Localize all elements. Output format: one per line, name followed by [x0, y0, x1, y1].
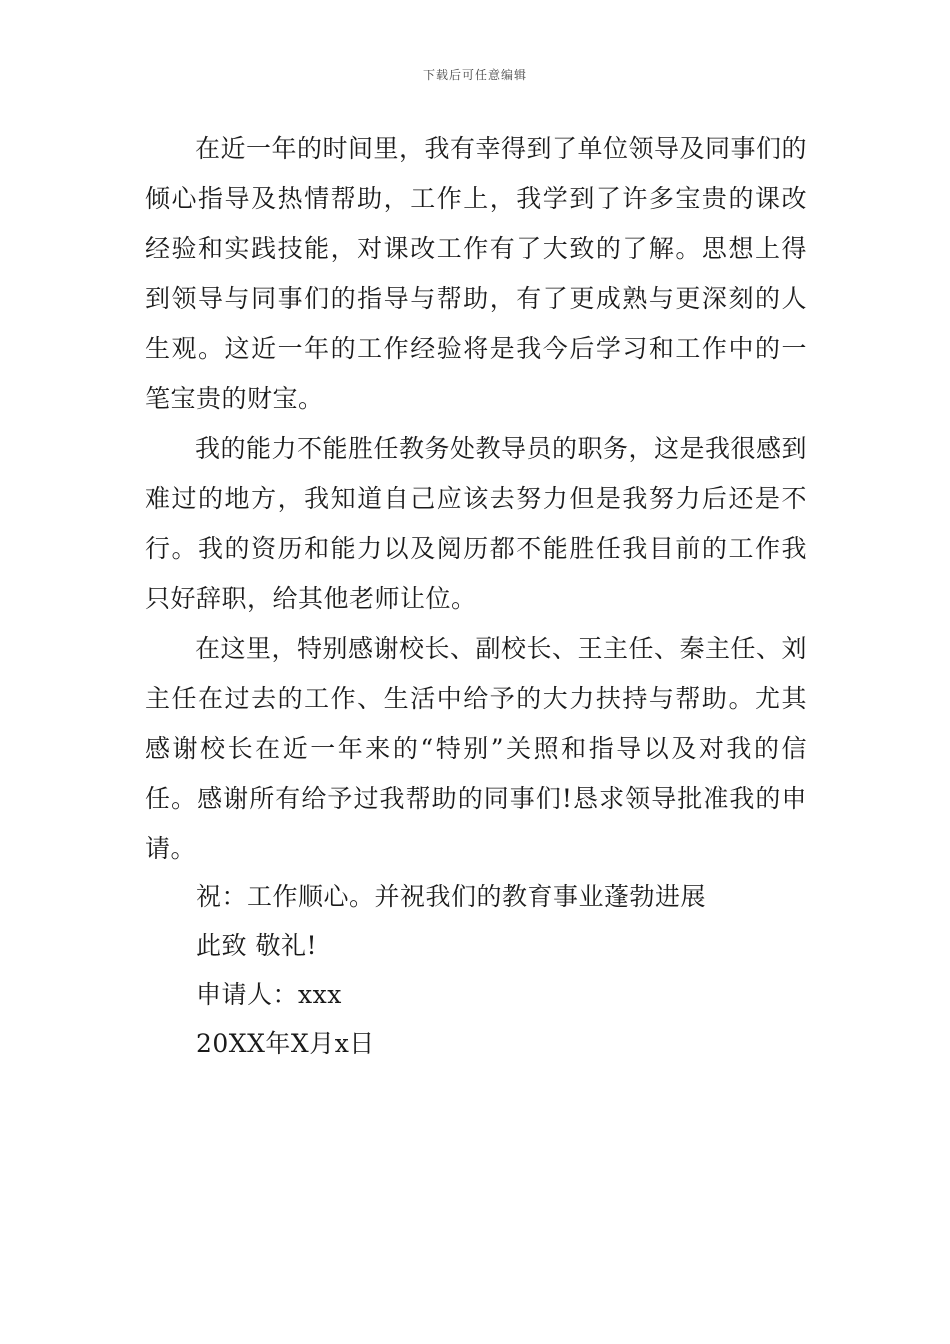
letter-closing [196, 872, 816, 1068]
closing-salutation: 此致 敬礼! [196, 931, 317, 960]
applicant-signature: 申请人：xxx [196, 980, 342, 1009]
closing-wish: 祝：工作顺心。并祝我们的教育事业蓬勃进展 [196, 882, 707, 911]
letter-body [145, 124, 807, 874]
header-note: 下载后可任意编辑 [422, 68, 527, 82]
paragraph-thanks: 在这里，特别感谢校长、副校长、王主任、秦主任、刘主任在过去的工作、生活中给予的大力扶持与帮助。尤其感谢校长在近一年来的“特别”关照和指导以及对我的信任。感谢所有给予过我帮助的同事们!恳求领导批准我的申请。 [145, 634, 808, 863]
paragraph-gratitude: 在近一年的时间里，我有幸得到了单位领导及同事们的倾心指导及热情帮助，工作上，我学到了许多宝贵的课改经验和实践技能，对课改工作有了大致的了解。思想上得到领导与同事们的指导与帮助，有了更成熟与更深刻的人生观。这近一年的工作经验将是我今后学习和工作中的一笔宝贵的财宝。 [145, 134, 808, 413]
letter-date: 20XX年X月x日 [196, 1029, 375, 1058]
paragraph-resignation-reason: 我的能力不能胜任教务处教导员的职务，这是我很感到难过的地方，我知道自己应该去努力但是我努力后还是不行。我的资历和能力以及阅历都不能胜任我目前的工作我只好辞职，给其他老师让位。 [145, 434, 808, 613]
